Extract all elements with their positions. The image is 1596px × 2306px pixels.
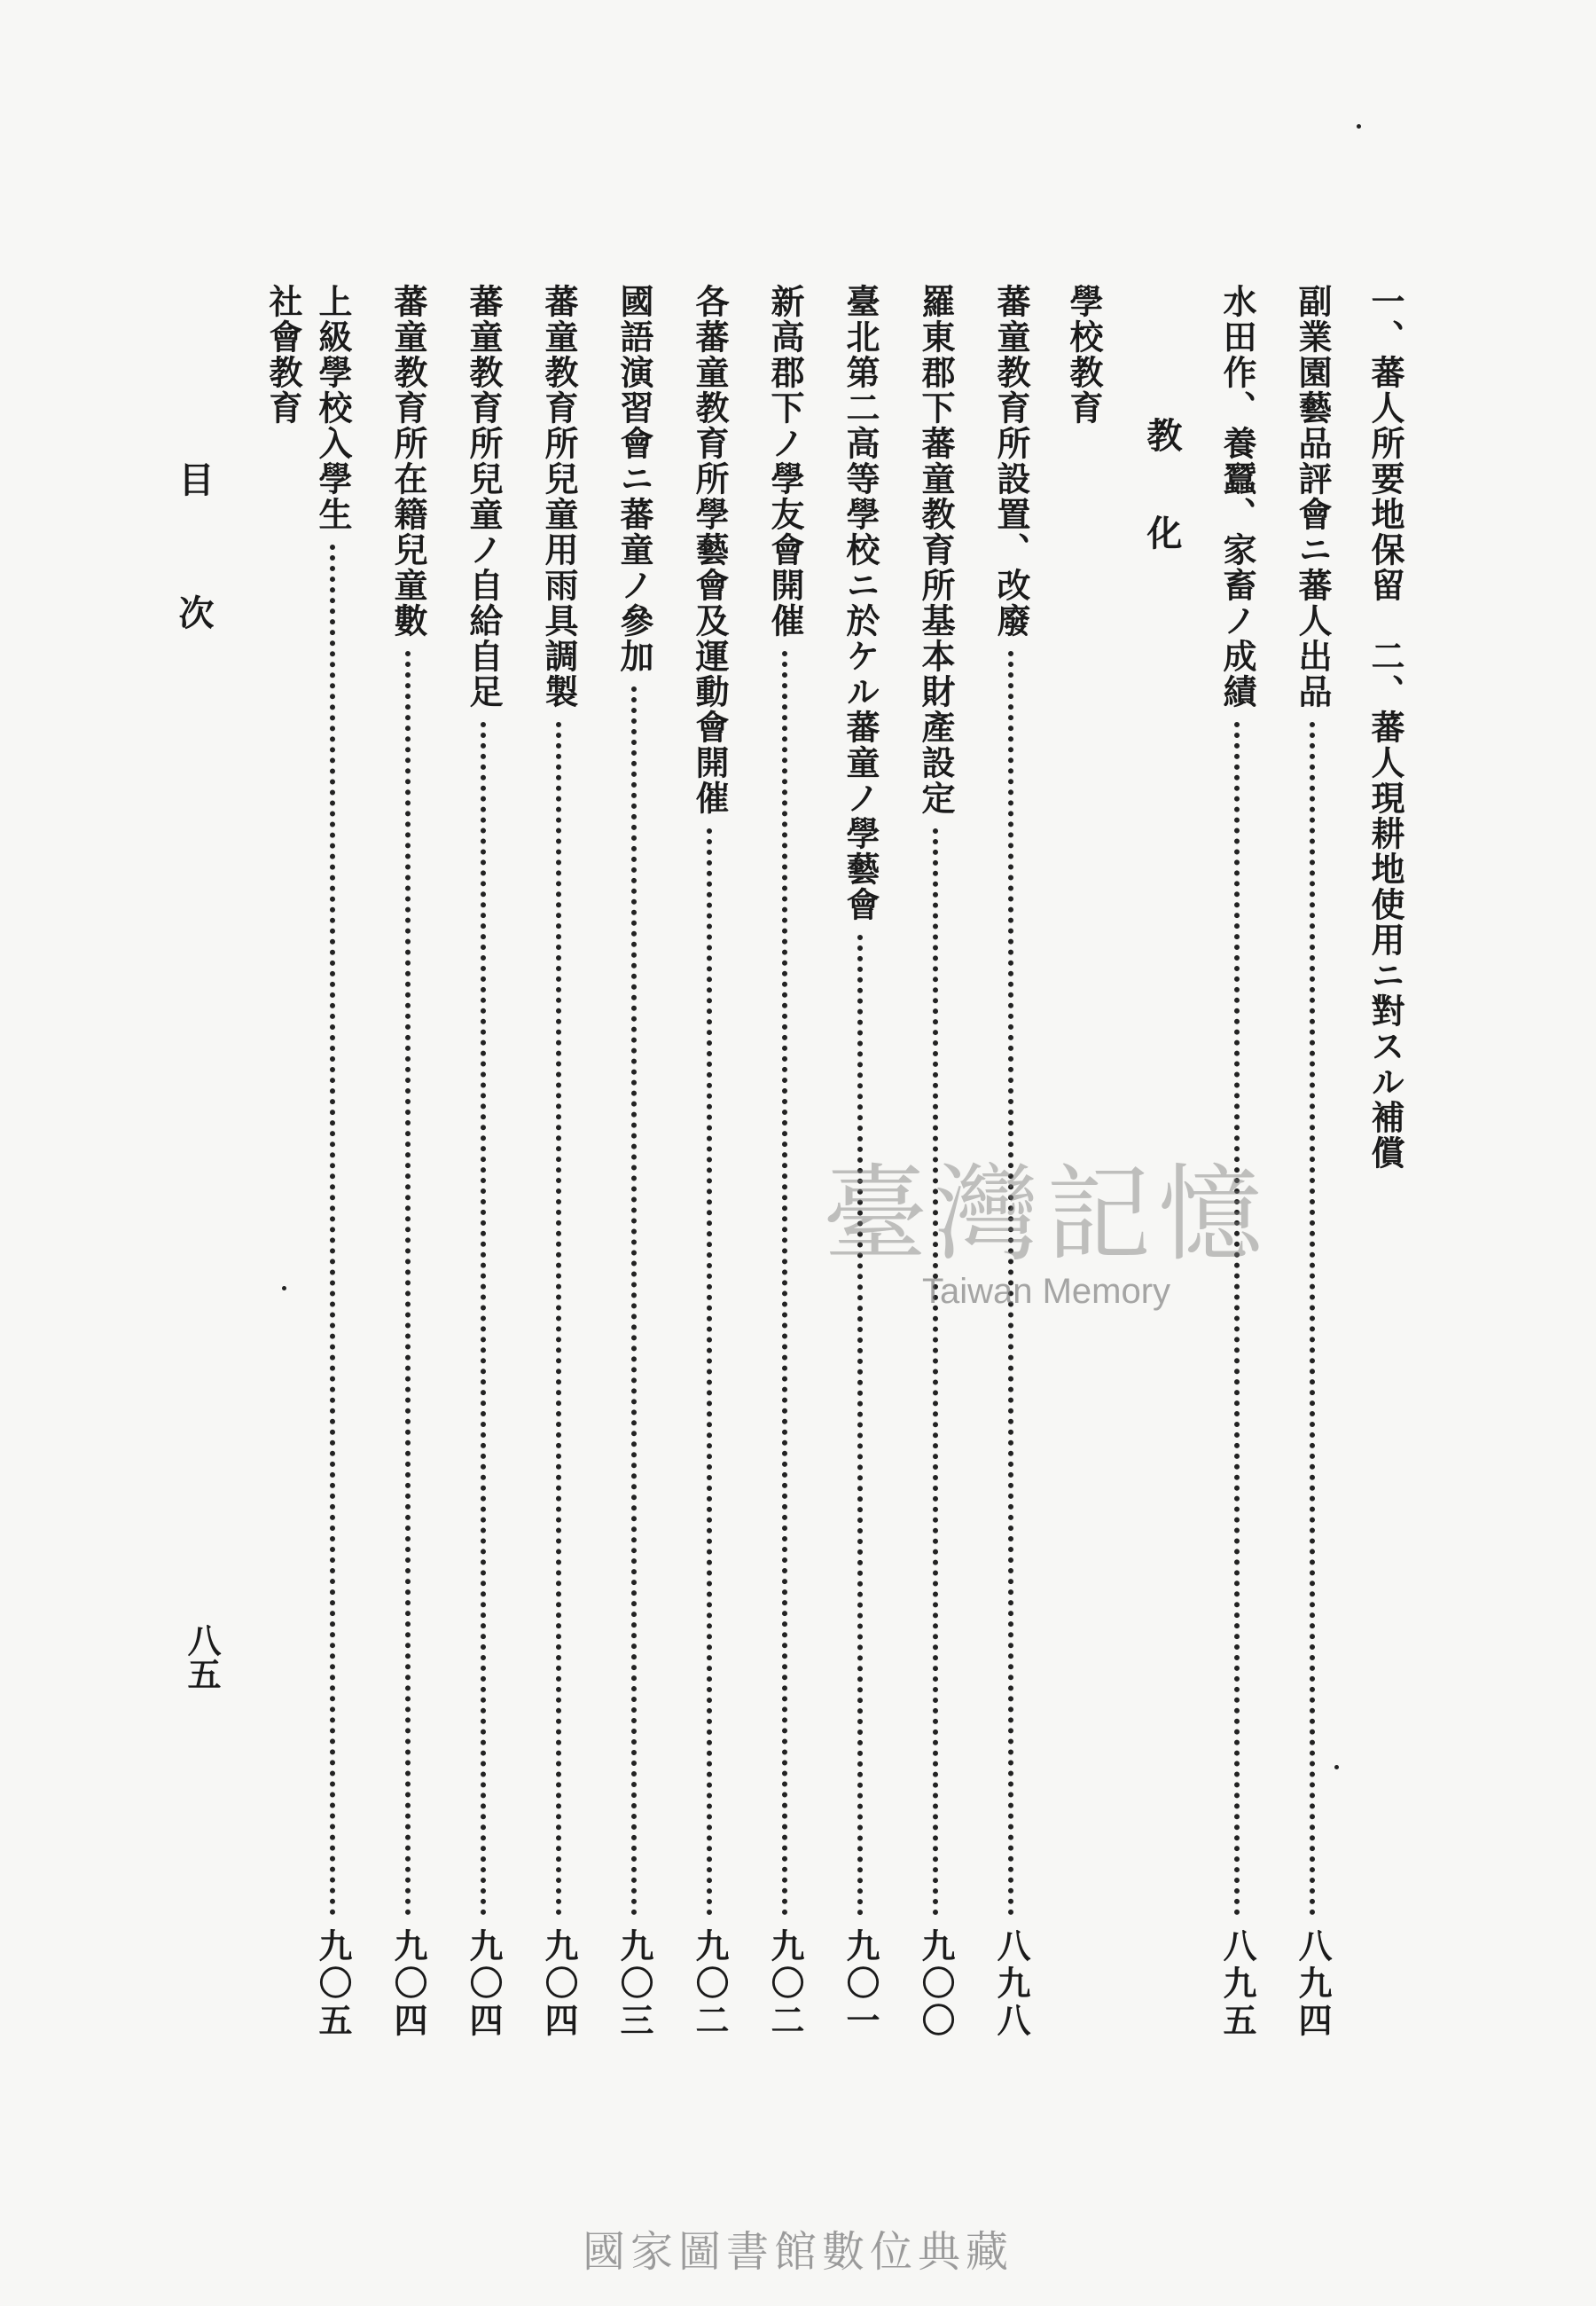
footer-library-credit: 國家圖書館數位典藏	[582, 2227, 1013, 2277]
dot-leader	[1008, 651, 1013, 1916]
toc-entry-8	[758, 284, 811, 2040]
scan-speck	[1334, 1765, 1339, 1769]
toc-entry-title: 蕃童教育所兒童用雨具調製	[539, 284, 579, 710]
toc-entry-1: 一、蕃人所要地保留 二、蕃人現耕地使用ニ對スル補償	[1365, 284, 1405, 1171]
page-number: 八五	[182, 1623, 222, 1690]
toc-entry-title: 蕃童教育所設置、改廢	[991, 284, 1031, 639]
toc-entry-title: 蕃童教育所兒童ノ自給自足	[464, 284, 504, 710]
toc-entry-page: 九〇二	[765, 1928, 805, 2040]
toc-entry-title: 國語演習會ニ蕃童ノ參加	[614, 284, 654, 674]
toc-entry-6	[909, 284, 962, 2040]
dot-leader	[1234, 722, 1240, 1916]
toc-entry-page: 九〇〇	[916, 1928, 956, 2040]
toc-entry-title: 副業園藝品評會ニ蕃人出品	[1293, 284, 1333, 710]
dot-leader	[556, 722, 561, 1916]
dot-leader	[857, 935, 863, 1916]
toc-entry-7	[833, 284, 887, 2040]
subheading-school-education: 學校教育	[1064, 284, 1104, 426]
toc-entry-5	[984, 284, 1037, 2040]
section-heading: 教化	[1141, 417, 1183, 612]
watermark-main-text: 臺灣記憶	[822, 1153, 1270, 1275]
toc-entry-3	[1210, 284, 1264, 2040]
toc-entry-page: 九〇四	[539, 1928, 579, 2040]
toc-entry-title: 水田作、養蠶、家畜ノ成績	[1217, 284, 1257, 710]
toc-entry-page: 八九五	[1217, 1928, 1257, 2040]
toc-entry-page: 九〇五	[313, 1928, 353, 2040]
dot-leader	[330, 545, 335, 1916]
scan-speck	[1357, 124, 1361, 129]
toc-entry-page: 八九八	[991, 1928, 1031, 2040]
toc-entry-13	[381, 284, 434, 2040]
dot-leader	[631, 686, 637, 1916]
toc-entry-title: 羅東郡下蕃童教育所基本財產設定	[916, 284, 956, 816]
toc-entry-title: 新高郡下ノ學友會開催	[765, 284, 805, 639]
watermark-sub-text: Taiwan Memory	[921, 1272, 1171, 1311]
dot-leader	[405, 651, 411, 1916]
toc-entry-14	[306, 284, 359, 2040]
toc-entry-10	[607, 284, 661, 2040]
toc-entry-12	[457, 284, 510, 2040]
dot-leader	[933, 828, 938, 1916]
toc-entry-2	[1286, 284, 1339, 2040]
toc-entry-page: 九〇三	[614, 1928, 654, 2040]
dot-leader	[1310, 722, 1315, 1916]
toc-entry-page: 九〇二	[690, 1928, 730, 2040]
toc-entry-page: 九〇四	[388, 1928, 428, 2040]
toc-entry-9	[683, 284, 736, 2040]
running-header: 目次	[173, 461, 215, 727]
toc-entry-title: 臺北第二高等學校ニ於ケル蕃童ノ學藝會	[841, 284, 880, 922]
toc-entry-title: 蕃童教育所在籍兒童數	[388, 284, 428, 639]
toc-entry-page: 八九四	[1293, 1928, 1333, 2040]
dot-leader	[782, 651, 787, 1916]
dot-leader	[481, 722, 486, 1916]
toc-entry-11	[532, 284, 585, 2040]
scan-speck	[282, 1286, 286, 1290]
toc-entry-title: 上級學校入學生	[313, 284, 353, 532]
dot-leader	[707, 828, 712, 1916]
subheading-social-education: 社會教育	[263, 284, 303, 426]
toc-entry-title: 各蕃童教育所學藝會及運動會開催	[690, 284, 730, 816]
toc-entry-page: 九〇四	[464, 1928, 504, 2040]
toc-entry-page: 九〇一	[841, 1928, 880, 2040]
